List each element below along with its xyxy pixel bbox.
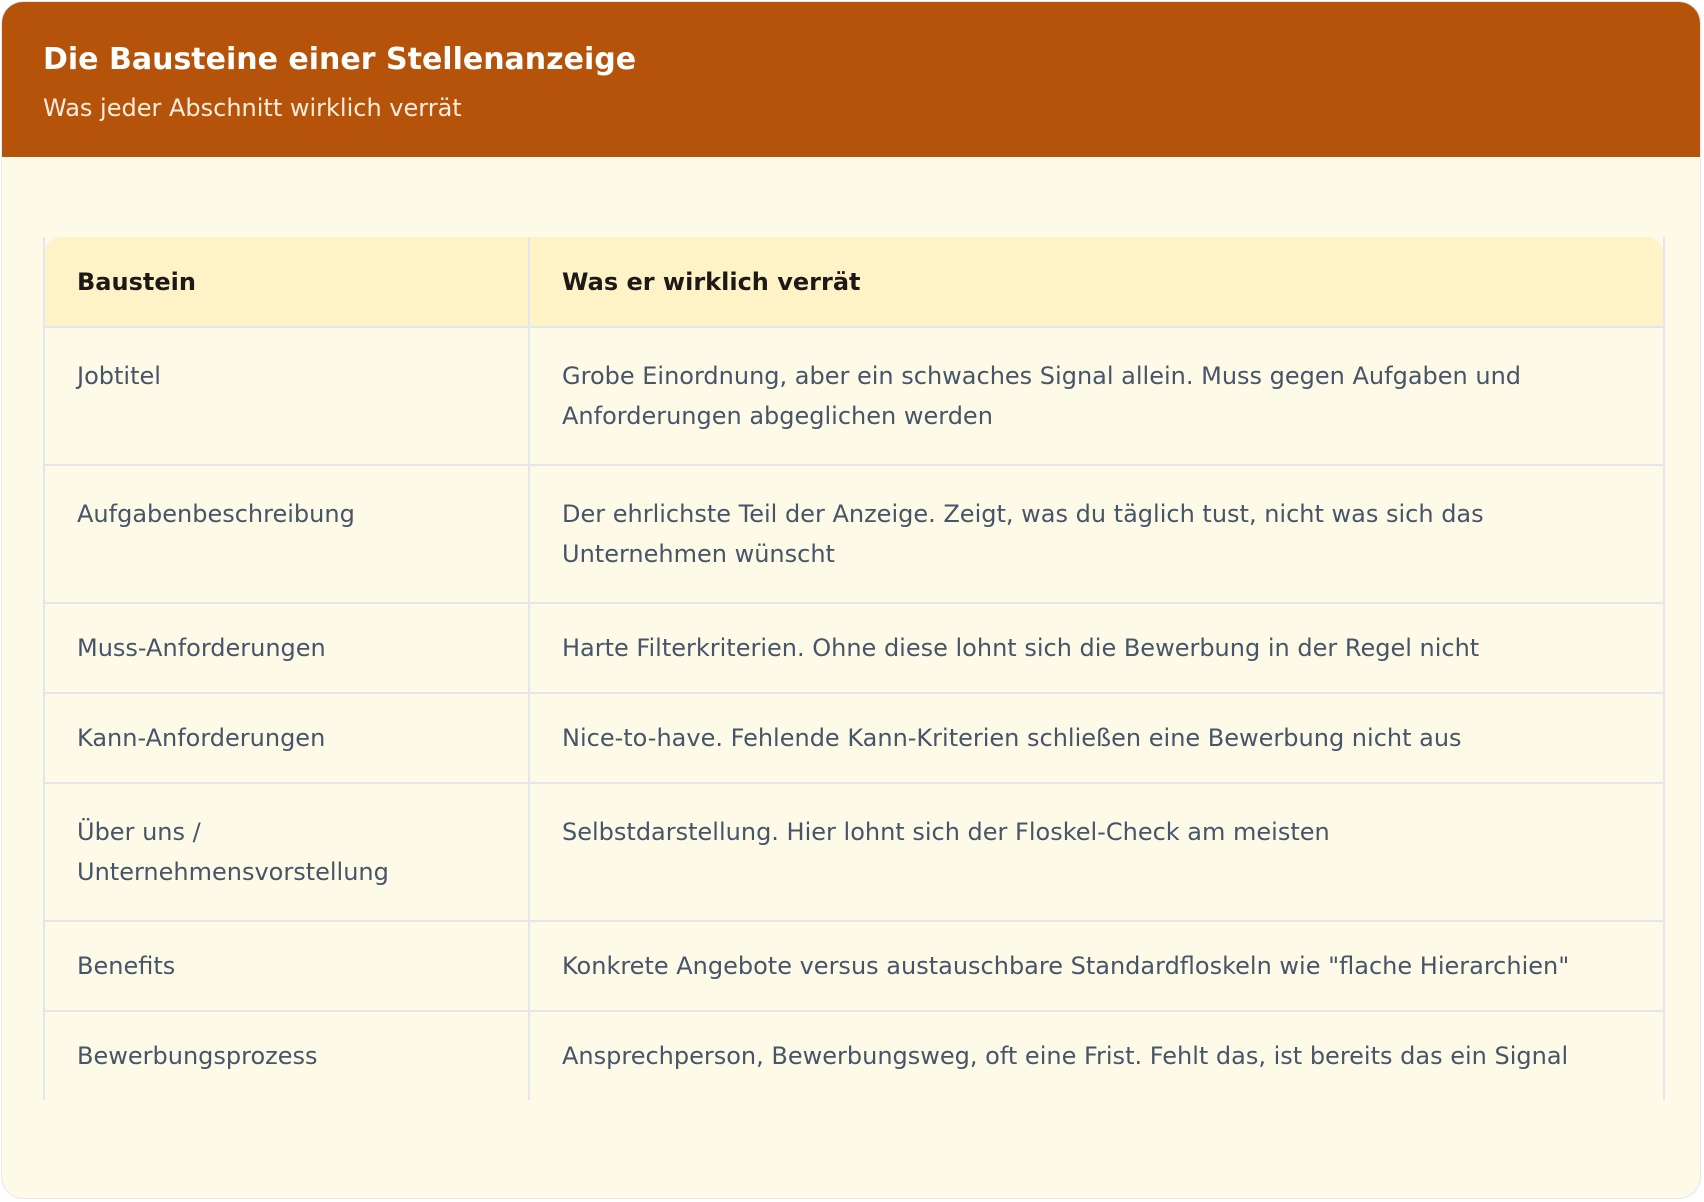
cell-baustein: Muss-Anforderungen: [44, 603, 529, 693]
page-subtitle: Was jeder Abschnitt wirklich verrät: [43, 94, 462, 122]
cell-bedeutung: Nice-to-have. Fehlende Kann-Kriterien schließen eine Bewerbung nicht aus: [529, 693, 1664, 783]
cell-bedeutung: Ansprechperson, Bewerbungsweg, oft eine Frist. Fehlt das, ist bereits das ein Signal: [529, 1011, 1664, 1100]
cell-baustein: Aufgabenbeschreibung: [44, 465, 529, 603]
bausteine-table: [43, 237, 1665, 1100]
table-row: [44, 783, 1664, 921]
content-card: [1, 1, 1701, 1199]
cell-baustein: Kann-Anforderungen: [44, 693, 529, 783]
table-row: [44, 1011, 1664, 1100]
cell-baustein: Über uns / Unternehmensvorstellung: [44, 783, 529, 921]
column-header-baustein: Baustein: [44, 237, 529, 327]
table-header: [44, 237, 1664, 327]
cell-bedeutung: Harte Filterkriterien. Ohne diese lohnt sich die Bewerbung in der Regel nicht: [529, 603, 1664, 693]
cell-bedeutung: Selbstdarstellung. Hier lohnt sich der Floskel-Check am meisten: [529, 783, 1664, 921]
table-row: [44, 921, 1664, 1011]
column-header-bedeutung: Was er wirklich verrät: [529, 237, 1664, 327]
cell-baustein: Benefits: [44, 921, 529, 1011]
page-title: Die Bausteine einer Stellenanzeige: [43, 42, 637, 77]
table-body: [44, 327, 1664, 1100]
table-row: [44, 327, 1664, 465]
bausteine-table-container: [43, 237, 1663, 1100]
card-header: [2, 2, 1700, 157]
table-row: [44, 603, 1664, 693]
table-row: [44, 693, 1664, 783]
table-header-row: [44, 237, 1664, 327]
cell-baustein: Bewerbungsprozess: [44, 1011, 529, 1100]
cell-bedeutung: Konkrete Angebote versus austauschbare Standardfloskeln wie "flache Hierarchien": [529, 921, 1664, 1011]
cell-bedeutung: Grobe Einordnung, aber ein schwaches Signal allein. Muss gegen Aufgaben und Anforderungen abgeglichen werden: [529, 327, 1664, 465]
cell-baustein: Jobtitel: [44, 327, 529, 465]
cell-bedeutung: Der ehrlichste Teil der Anzeige. Zeigt, was du täglich tust, nicht was sich das Unternehmen wünscht: [529, 465, 1664, 603]
table-row: [44, 465, 1664, 603]
